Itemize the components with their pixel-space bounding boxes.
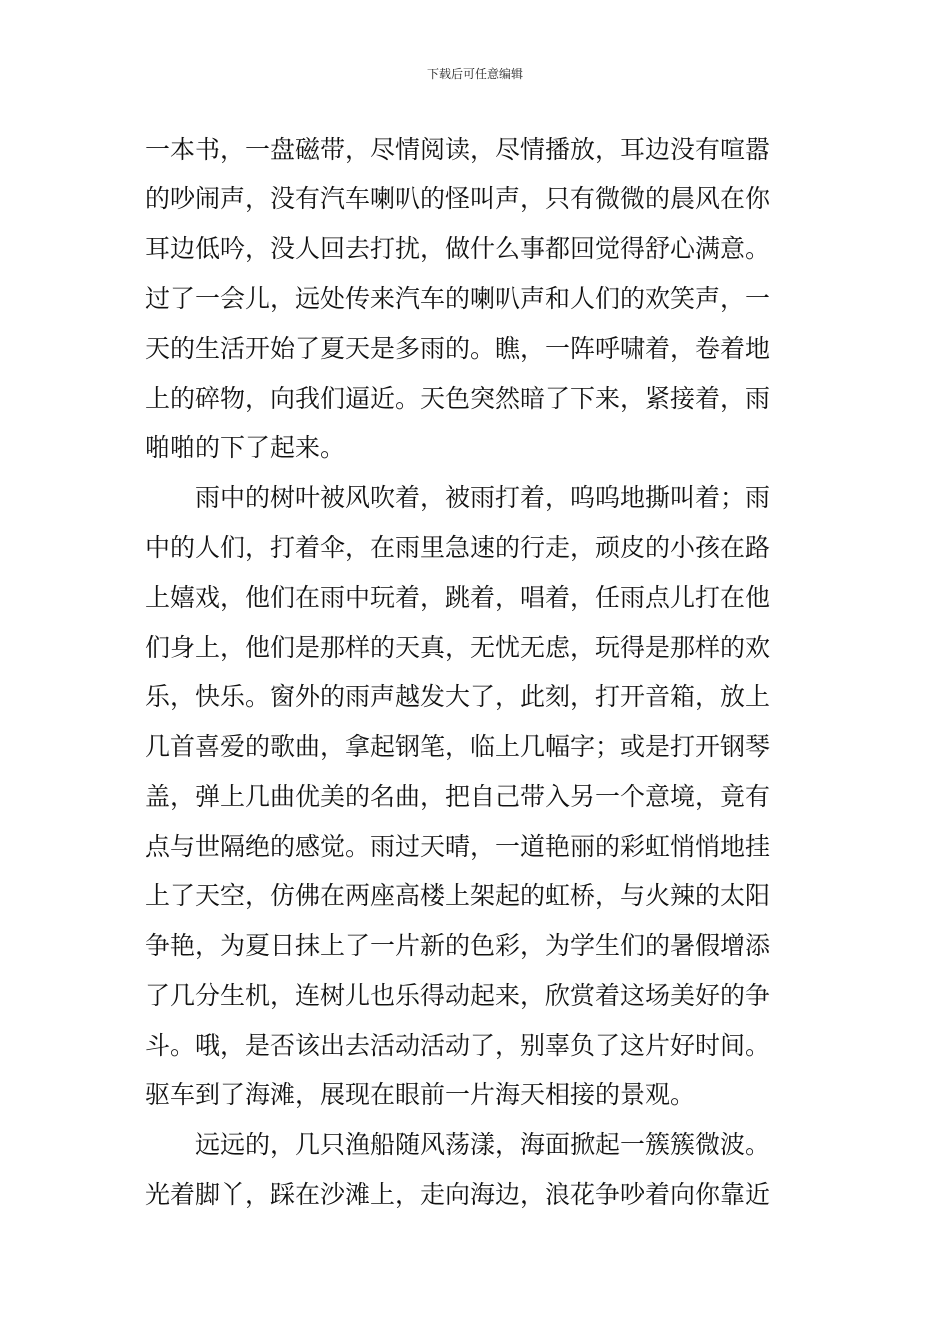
text-line: 盖，弹上几曲优美的名曲，把自己带入另一个意境，竟有 bbox=[145, 782, 771, 811]
text-line: 驱车到了海滩，展现在眼前一片海天相接的景观。 bbox=[145, 1080, 696, 1109]
text-line: 乐，快乐。窗外的雨声越发大了，此刻，打开音箱，放上 bbox=[145, 682, 771, 711]
text-line: 光着脚丫，踩在沙滩上，走向海边，浪花争吵着向你靠近 bbox=[145, 1180, 771, 1209]
text-line: 们身上，他们是那样的天真，无忧无虑，玩得是那样的欢 bbox=[145, 633, 771, 662]
text-line: 中的人们，打着伞，在雨里急速的行走，顽皮的小孩在路 bbox=[145, 533, 771, 562]
text-line: 了几分生机，连树儿也乐得动起来，欣赏着这场美好的争 bbox=[145, 981, 771, 1010]
text-line: 上了天空，仿佛在两座高楼上架起的虹桥，与火辣的太阳 bbox=[145, 881, 771, 910]
text-line: 啪啪的下了起来。 bbox=[145, 433, 346, 462]
text-line: 上嬉戏，他们在雨中玩着，跳着，唱着，任雨点儿打在他 bbox=[145, 583, 771, 612]
text-line: 的吵闹声，没有汽车喇叭的怪叫声，只有微微的晨风在你 bbox=[145, 184, 771, 213]
text-line: 斗。哦，是否该出去活动活动了，别辜负了这片好时间。 bbox=[145, 1031, 771, 1060]
paragraph-first-line: 雨中的树叶被风吹着，被雨打着，呜呜地撕叫着；雨 bbox=[195, 483, 771, 512]
text-line: 一本书，一盘磁带，尽情阅读，尽情播放，耳边没有喧嚣 bbox=[145, 135, 771, 164]
text-line: 天的生活开始了夏天是多雨的。瞧，一阵呼啸着，卷着地 bbox=[145, 334, 771, 363]
text-line: 点与世隔绝的感觉。雨过天晴，一道艳丽的彩虹悄悄地挂 bbox=[145, 832, 771, 861]
page-header: 下载后可任意编辑 bbox=[426, 67, 523, 81]
text-line: 几首喜爱的歌曲，拿起钢笔，临上几幅字；或是打开钢琴 bbox=[145, 732, 771, 761]
text-line: 上的碎物，向我们逼近。天色突然暗了下来，紧接着，雨 bbox=[145, 384, 771, 413]
paragraph-first-line: 远远的，几只渔船随风荡漾，海面掀起一簇簇微波。 bbox=[195, 1130, 771, 1159]
text-line: 争艳，为夏日抹上了一片新的色彩，为学生们的暑假增添 bbox=[145, 931, 771, 960]
text-line: 耳边低吟，没人回去打扰，做什么事都回觉得舒心满意。 bbox=[145, 234, 771, 263]
text-line: 过了一会儿，远处传来汽车的喇叭声和人们的欢笑声，一 bbox=[145, 284, 771, 313]
